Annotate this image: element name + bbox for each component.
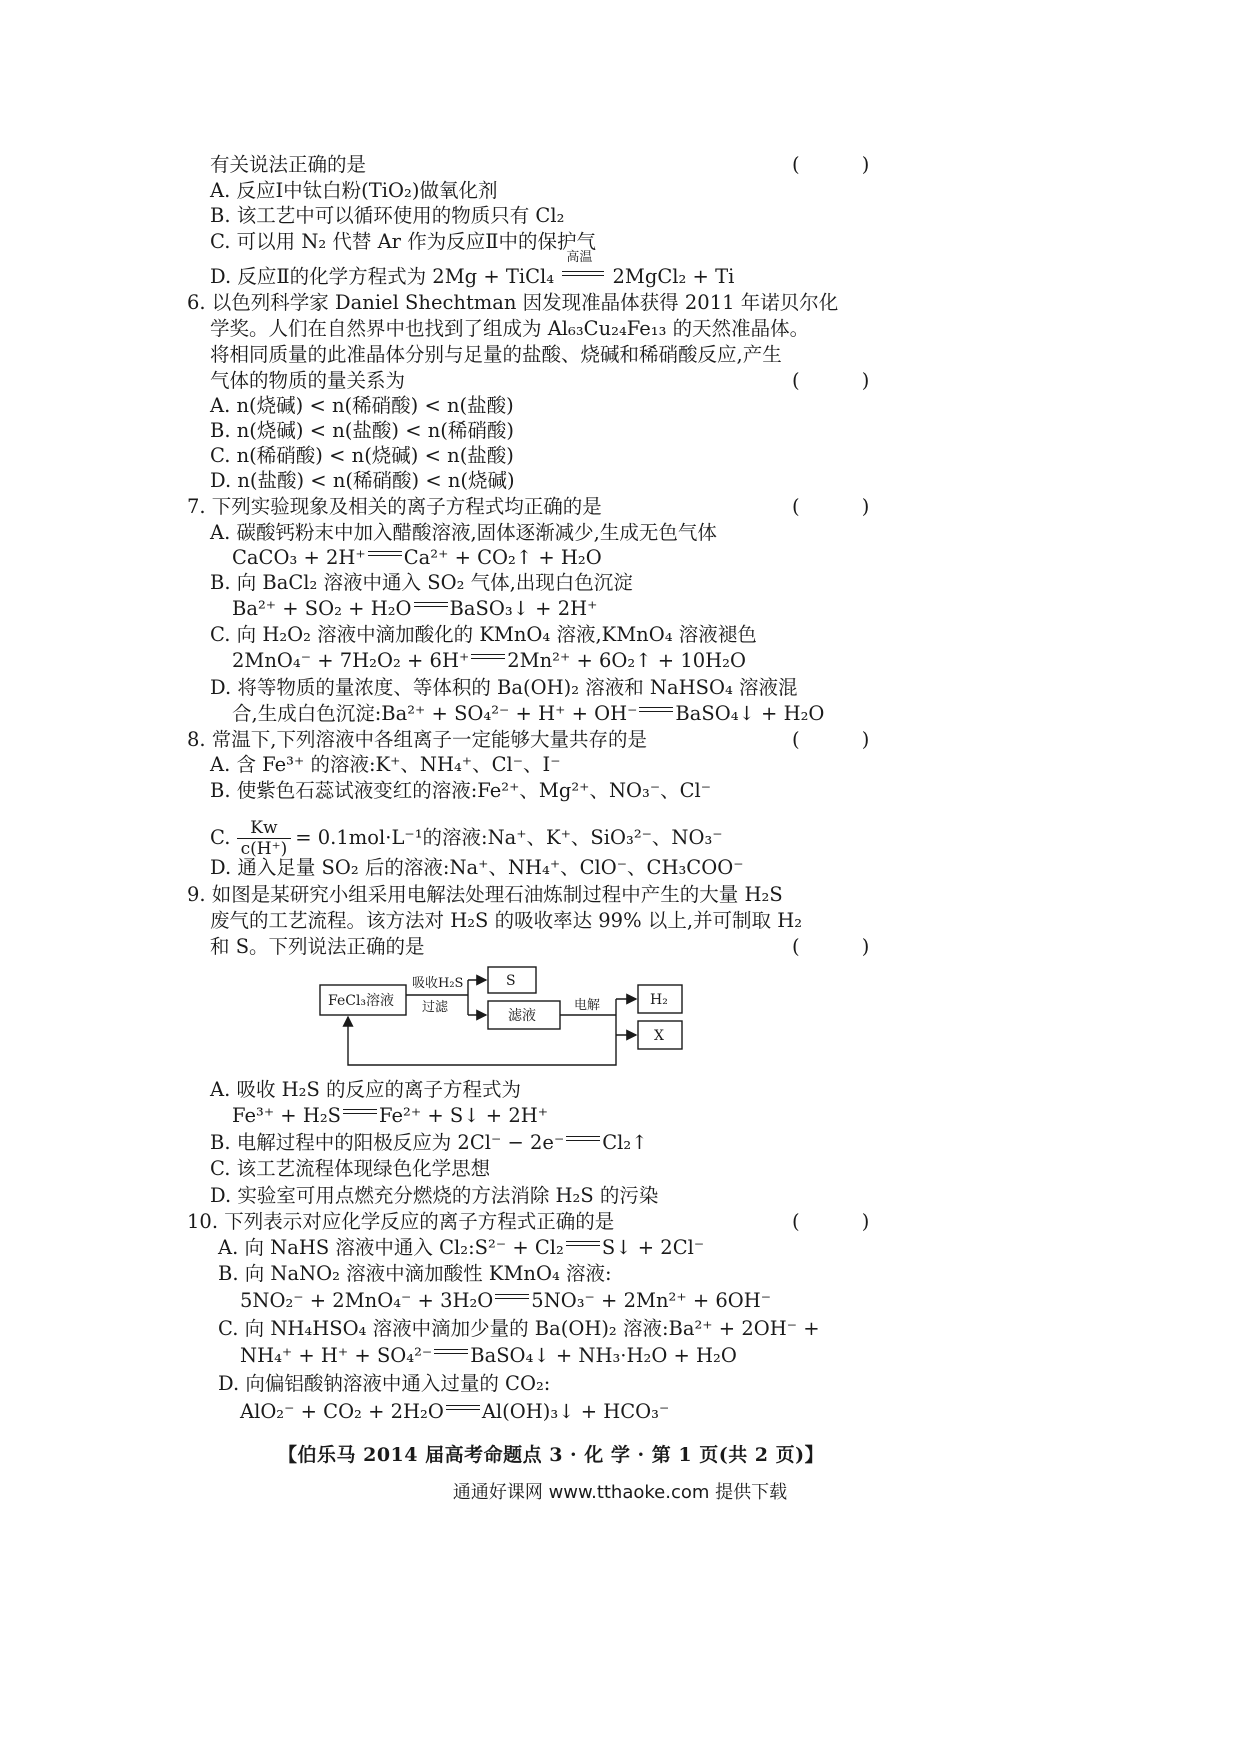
q7-option-b: B. 向 BaCl₂ 溶液中通入 SO₂ 气体,出现白色沉淀 (210, 571, 633, 594)
page-footer-title: 【伯乐马 2014 届高考命题点 3 · 化 学 · 第 1 页(共 2 页)】 (278, 1444, 825, 1466)
answer-paren: ( ) (792, 495, 898, 518)
equals-sign (566, 1239, 600, 1251)
q10-option-d-equation: AlO₂⁻ + CO₂ + 2H₂O Al(OH)₃↓ + HCO₃⁻ (240, 1400, 670, 1423)
equals-sign (495, 1292, 529, 1304)
equals-sign (639, 705, 673, 717)
q5-option-c: C. 可以用 N₂ 代替 Ar 作为反应Ⅱ中的保护气 (210, 230, 596, 253)
q10-option-b: B. 向 NaNO₂ 溶液中滴加酸性 KMnO₄ 溶液: (218, 1262, 612, 1285)
q6-line-4: 气体的物质的量关系为 ( ) (0, 366, 1240, 395)
filter-label: 过滤 (422, 1000, 449, 1015)
electrolysis-label: 电解 (574, 998, 601, 1013)
q8-option-c: C. $\frac{Kw}{c(H^+)}$ = 0.1mol·L⁻¹的溶液:Na⁺、K⁺、SiO₃²⁻、NO₃⁻ (210, 818, 723, 859)
q5-option-a: A. 反应Ⅰ中钛白粉(TiO₂)做氧化剂 (210, 179, 498, 202)
q7-option-c-equation: 2MnO₄⁻ + 7H₂O₂ + 6H⁺ 2Mn²⁺ + 6O₂↑ + 10H₂O (232, 649, 746, 672)
q6-option-d: D. n(盐酸) < n(稀硝酸) < n(烧碱) (210, 469, 515, 492)
q9-line-1: 9. 如图是某研究小组采用电解法处理石油炼制过程中产生的大量 H₂S (187, 883, 783, 906)
condition-equals-sign: 高温 (562, 267, 604, 281)
q7-option-d-equation: 合,生成白色沉淀:Ba²⁺ + SO₄²⁻ + H⁺ + OH⁻ BaSO₄↓ + H₂O (232, 702, 825, 725)
q9-option-c: C. 该工艺流程体现绿色化学思想 (210, 1157, 491, 1180)
equals-sign (368, 549, 402, 561)
q8-stem-line: 8. 常温下,下列溶液中各组离子一定能够大量共存的是 ( ) (0, 725, 1240, 754)
feed-label: FeCl₃溶液 (328, 993, 395, 1009)
q6-option-b: B. n(烧碱) < n(盐酸) < n(稀硝酸) (210, 419, 515, 442)
answer-paren: ( ) (792, 369, 898, 392)
q5-stem-line (0, 150, 1240, 179)
answer-paren: ( ) (792, 935, 898, 958)
process-flow-diagram (318, 965, 788, 1075)
q8-option-a: A. 含 Fe³⁺ 的溶液:K⁺、NH₄⁺、Cl⁻、I⁻ (210, 753, 561, 776)
q7-stem-line: 7. 下列实验现象及相关的离子方程式均正确的是 ( ) (0, 492, 1240, 521)
q7-option-d: D. 将等物质的量浓度、等体积的 Ba(OH)₂ 溶液和 NaHSO₄ 溶液混 (210, 676, 798, 699)
recycle-arrow (348, 1017, 616, 1065)
q10-option-b-equation: 5NO₂⁻ + 2MnO₄⁻ + 3H₂O 5NO₃⁻ + 2Mn²⁺ + 6OH⁻ (240, 1289, 772, 1312)
q10-option-c-equation: NH₄⁺ + H⁺ + SO₄²⁻ BaSO₄↓ + NH₃·H₂O + H₂O (240, 1344, 737, 1367)
q5-stem: 有关说法正确的是 (210, 153, 367, 176)
q10-option-c: C. 向 NH₄HSO₄ 溶液中滴加少量的 Ba(OH)₂ 溶液:Ba²⁺ + 2OH⁻ + (218, 1317, 820, 1340)
kw-fraction: $\frac{Kw}{c(H^+)}$ (237, 818, 292, 859)
q10-option-d: D. 向偏铝酸钠溶液中通入过量的 CO₂: (218, 1372, 551, 1395)
download-source-link[interactable]: 通通好课网 www.tthaoke.com 提供下载 (452, 1482, 788, 1503)
q10-option-a: A. 向 NaHS 溶液中通入 Cl₂:S²⁻ + Cl₂ S↓ + 2Cl⁻ (218, 1236, 705, 1259)
q10-stem-line: 10. 下列表示对应化学反应的离子方程式正确的是 ( ) (0, 1207, 1240, 1236)
q6-option-a: A. n(烧碱) < n(稀硝酸) < n(盐酸) (210, 394, 514, 417)
q6-option-c: C. n(稀硝酸) < n(烧碱) < n(盐酸) (210, 444, 514, 467)
q7-option-c: C. 向 H₂O₂ 溶液中滴加酸化的 KMnO₄ 溶液,KMnO₄ 溶液褪色 (210, 623, 757, 646)
q7-option-b-equation: Ba²⁺ + SO₂ + H₂O BaSO₃↓ + 2H⁺ (232, 597, 598, 620)
answer-paren: ( ) (792, 153, 898, 176)
q9-option-b: B. 电解过程中的阳极反应为 2Cl⁻ − 2e⁻ Cl₂↑ (210, 1131, 648, 1154)
filtrate-label: 滤液 (508, 1008, 536, 1024)
q8-option-b: B. 使紫色石蕊试液变红的溶液:Fe²⁺、Mg²⁺、NO₃⁻、Cl⁻ (210, 779, 712, 802)
equals-sign (471, 652, 505, 664)
q8-option-d: D. 通入足量 SO₂ 后的溶液:Na⁺、NH₄⁺、ClO⁻、CH₃COO⁻ (210, 856, 744, 879)
q7-option-a-equation: CaCO₃ + 2H⁺ Ca²⁺ + CO₂↑ + H₂O (232, 546, 602, 569)
q6-line-3: 将相同质量的此准晶体分别与足量的盐酸、烧碱和稀硝酸反应,产生 (210, 343, 782, 366)
x-label: X (654, 1028, 664, 1044)
absorb-label: 吸收H₂S (412, 976, 464, 991)
q5-option-d: D. 反应Ⅱ的化学方程式为 2Mg + TiCl₄ 高温 2MgCl₂ + Ti (210, 250, 735, 288)
q9-line-3: 和 S。下列说法正确的是 ( ) (0, 932, 1240, 961)
s-label: S (506, 973, 516, 989)
equals-sign (343, 1107, 377, 1119)
q9-option-d: D. 实验室可用点燃充分燃烧的方法消除 H₂S 的污染 (210, 1184, 659, 1207)
q6-line-2: 学奖。人们在自然界中也找到了组成为 Al₆₃Cu₂₄Fe₁₃ 的天然准晶体。 (210, 317, 810, 340)
equals-sign (566, 1134, 600, 1146)
q6-line-1: 6. 以色列科学家 Daniel Shechtman 因发现准晶体获得 2011 年诺贝尔化 (187, 291, 839, 314)
equals-sign (434, 1347, 468, 1359)
q9-option-a-equation: Fe³⁺ + H₂S Fe²⁺ + S↓ + 2H⁺ (232, 1104, 549, 1127)
q7-option-a: A. 碳酸钙粉末中加入醋酸溶液,固体逐渐减少,生成无色气体 (210, 521, 717, 544)
equals-sign (446, 1403, 480, 1415)
h2-label: H₂ (650, 992, 668, 1008)
q9-line-2: 废气的工艺流程。该方法对 H₂S 的吸收率达 99% 以上,并可制取 H₂ (210, 909, 803, 932)
q5-option-b: B. 该工艺中可以循环使用的物质只有 Cl₂ (210, 204, 565, 227)
equals-sign (414, 600, 448, 612)
answer-paren: ( ) (792, 728, 898, 751)
answer-paren: ( ) (792, 1210, 898, 1233)
q9-option-a: A. 吸收 H₂S 的反应的离子方程式为 (210, 1078, 522, 1101)
